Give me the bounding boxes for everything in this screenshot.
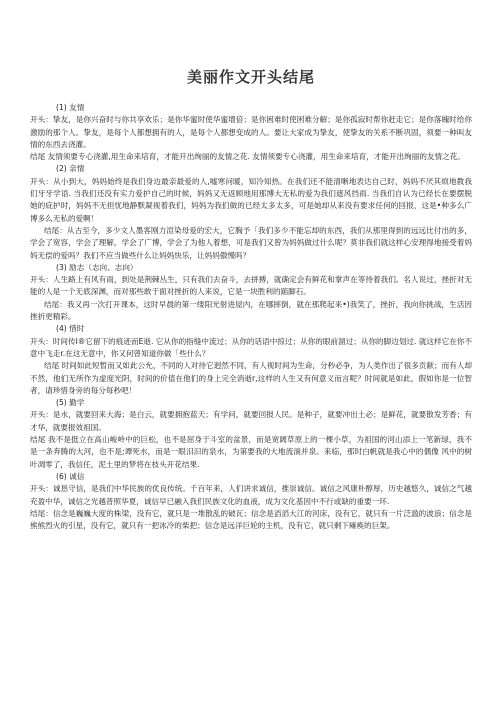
paragraph-ending: 结尾 我不是挺立在高山峻岭中的巨松，也不是屈身于斗室的盆景，而是宽阔草原上的一棵小草，为祖国的河山添上一笔新绿，我不是一条奔腾的大河，也不是;谭死水，而是一眼汨汨的泉水，为第要我的大地流淌并泉。来临，那时白帆就是我心中的偶像 风中的树叶凋零了，我信任，泥土里的梦将在枝头开花结果. [30, 435, 472, 469]
document-body [30, 102, 472, 532]
section-heading-friendship: (1) 友情 [56, 103, 85, 112]
paragraph-opening: 开头：从小到大，妈妈始终是我们身边最亲最爱的人,嘘寒问暖，知冷知热。在我们还不能清晰地表达自己时，妈妈不厌其烦地教我们牙牙学语. 当我们还没有实力爱护自己的时候，妈妈又无返顾地用那博大无私的爱为我们遮风挡雨. 当我们自认为已经长在要摆脱她的庇护时，妈妈不无担忧地静默凝视着我们，妈妈为我们做的已经太多太多，可是她却从来没有要求任何的回报，这是•种多么广博多么无私的爱啊！ [30, 176, 472, 223]
paragraph-opening: 开头：挚友，是你兴奋时与你共享欢乐；是你华蜜时使华蜜增倍；是你困难时使困难分解；是你孤寂时帮你赶走它；是你落魄时给你激励的那个人。挚友，是每个人都想拥有的人，是每个人都想变成的人。要让大家成为挚友，使挚友的关系不断巩固，须要一种叫友情的东西去浇灌。 [30, 115, 472, 149]
page-title: 美丽作文开头结尾 [186, 68, 315, 86]
section-heading-cherish-time: (4) 惜时 [56, 324, 85, 334]
paragraph-ending: 结尾：从古至今，多少文人墨客刚力渲染母爱的宏大，它胸予「我们多少不能忘却的东西，我们从那里得到的远远比付出的多，学会了宽容，学会了理解，学会了广博，学会了为他人着想，可是我们又曾为妈妈做过什么呢？莫非我们就这样心安理得地接受着妈妈无偿的爱吗？我们不应当做些什么让妈妈快乐，让妈妈傲慢吗？ [30, 225, 472, 260]
paragraph-ending: 结尾 时间如此短暂而又如此公允，不同的人对待它迥然不同，有人视时间为生命，分秒必争，为人类作出了很多贡献；而有人却不然，他们无所作为虚度光阴，时间的价值在他们的身上完全消逝r,这样的人生又有何意义而言呢？时间就是如此，假如你是一位智者，请珍惜身旁的每分每秒吧！ [30, 361, 472, 395]
paragraph-opening: 开头：诚恳守信，是我们中华民族的优良传统。千百年来，人们讲求诚信，推崇诚信。诚信之风康朴醇厚，历史越悠久，诚信之气越充盈中华，诚信之光越普照华夏，诚信早已融入我们民族文化的血液，成为文化基因中不行或缺的重要一环. [30, 484, 472, 506]
paragraph-ending: 结尾 友情须要专心浇灌,用生命来培育，才能开出绚丽的友情之花. 友情须要专心浇灌，用生命来培育，才能开出绚丽的友情之花。 [30, 152, 465, 162]
section-heading-diligence: (5) 勤学 [56, 398, 85, 408]
paragraph-opening: 开头：人生路上有风有雨，到处是荆棘丛生，只有我们去奋斗，去拼搏，就确定会有鲜花和掌声在等待着我们。名人说过，挫折对无能的人是一个无底深渊，而对那些敢于面对挫折的人来说，它是一块胜利的踮脚石。 [30, 275, 472, 297]
paragraph-opening: 开头：时间传I®它留下的痕迹而E逝. 它从你的指缝中流过；从你的话语中掠过；从你的眼前溜过；从你的脚边划过. 就这样它在你不意中飞走r.在这无意中，你又何曾知道你做「些什么？ [30, 336, 472, 358]
section-heading-aspiration: (3) 励志（志向、志向） [56, 262, 138, 272]
paragraph-ending: 结尾：我又再一次打开课本，这时早晨的第一缕阳光射进屋内，在哪摔倒，就在那爬起来•)我笑了，挫折，我向你挑战，生活因挫折更精彩。 [30, 299, 472, 322]
section-heading-family: (2) 亲情 [56, 164, 85, 174]
section-heading-integrity: (6) 诚信 [56, 471, 85, 481]
paragraph-ending: 结尾：信念是巍巍大度的株梁，没有它，就只是一堆散乱的破瓦；信念是滔滔大江的河床，没有它，就只有一片泛滥的波浪；信念是熊熊烈火的引星，没有它，就只有一把冰冷的柴把；信念是远洋巨轮的主机，没有它，就只剩下瘫痪的巨架。 [30, 508, 472, 531]
paragraph-opening: 开头：是水，就要回来大海；是白云，就要拥抱蓝天；有学问，就要回报人民。是种子，就要冲出土必；是鲜花，就要散发芳香；有才华，就要报效祖国。 [30, 410, 472, 432]
